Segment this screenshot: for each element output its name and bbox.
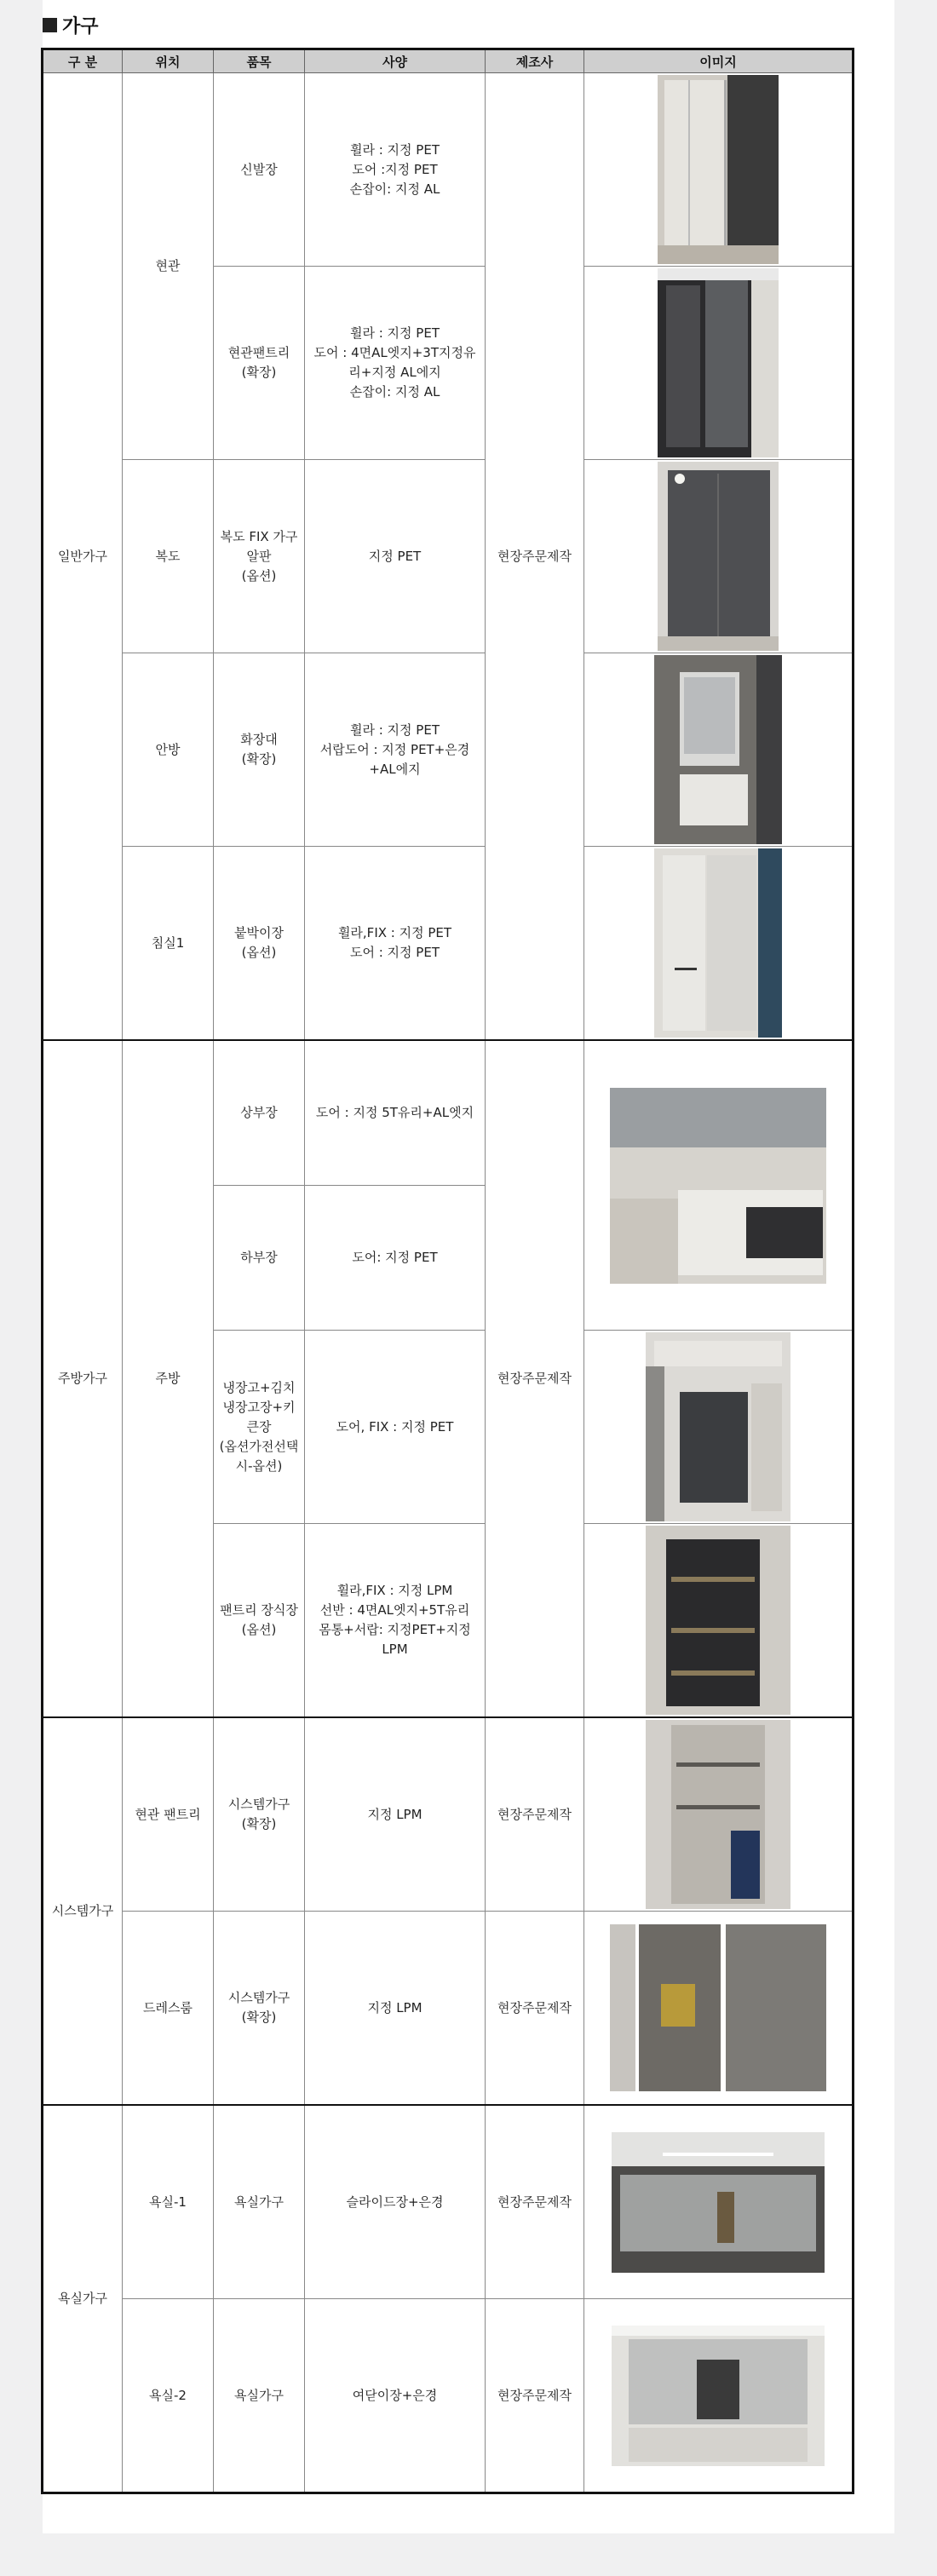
spec-lower-cabinet: 도어: 지정 PET [305, 1186, 486, 1331]
photo-kitchen-cabinets [584, 1040, 853, 1331]
location-bedroom1: 침실1 [123, 847, 214, 1041]
photo-fridge-cabinet [584, 1331, 853, 1524]
table-row [43, 460, 853, 653]
item-lower-cabinet: 하부장 [214, 1186, 305, 1331]
table-row [43, 2105, 853, 2299]
table-row [43, 653, 853, 847]
item-fridge-cabinet: 냉장고+김치 냉장고장+키 큰장 (옵션가전선택 시-옵션) [214, 1331, 305, 1524]
maker-system-2: 현장주문제작 [486, 1912, 584, 2106]
header-image: 이미지 [584, 50, 853, 73]
header-category: 구 분 [43, 50, 123, 73]
maker-system-1: 현장주문제작 [486, 1717, 584, 1912]
location-entrance: 현관 [123, 73, 214, 460]
group-general: 일반가구 [43, 73, 123, 1041]
table-row [43, 73, 853, 267]
spec-bath-furniture-2: 여닫이장+은경 [305, 2299, 486, 2493]
item-system-furniture-1: 시스템가구 (확장) [214, 1717, 305, 1912]
location-entrance-pantry: 현관 팬트리 [123, 1717, 214, 1912]
location-master: 안방 [123, 653, 214, 847]
location-bath2: 욕실-2 [123, 2299, 214, 2493]
table-row [43, 1040, 853, 1186]
photo-dressroom [584, 1912, 853, 2106]
maker-kitchen: 현장주문제작 [486, 1040, 584, 1717]
section-title: 가구 [62, 16, 99, 37]
photo-shoe-cabinet [584, 73, 853, 267]
item-system-furniture-2: 시스템가구 (확장) [214, 1912, 305, 2106]
spec-pantry-display: 휠라,FIX : 지정 LPM 선반 : 4면AL엣지+5T유리 몸통+서랍: 지정PET+지정 LPM [305, 1524, 486, 1718]
spec-builtin-closet: 휠라,FIX : 지정 PET 도어 : 지정 PET [305, 847, 486, 1041]
photo-bath1 [584, 2105, 853, 2299]
item-shoe-cabinet: 신발장 [214, 73, 305, 267]
header-maker: 제조사 [486, 50, 584, 73]
header-spec: 사양 [305, 50, 486, 73]
section-heading [43, 12, 99, 38]
maker-general: 현장주문제작 [486, 73, 584, 1041]
item-builtin-closet: 붙박이장 (옵션) [214, 847, 305, 1041]
photo-pantry-display [584, 1524, 853, 1718]
item-hall-fix: 복도 FIX 가구 알판 (옵션) [214, 460, 305, 653]
maker-bath-2: 현장주문제작 [486, 2299, 584, 2493]
item-vanity: 화장대 (확장) [214, 653, 305, 847]
furniture-spec-table [43, 49, 853, 2493]
group-kitchen: 주방가구 [43, 1040, 123, 1717]
item-upper-cabinet: 상부장 [214, 1040, 305, 1186]
photo-entrance-pantry [584, 267, 853, 460]
table-row [43, 1912, 853, 2106]
spec-shoe-cabinet: 휠라 : 지정 PET 도어 :지정 PET 손잡이: 지정 AL [305, 73, 486, 267]
item-entrance-pantry: 현관팬트리 (확장) [214, 267, 305, 460]
spec-fridge-cabinet: 도어, FIX : 지정 PET [305, 1331, 486, 1524]
spec-entrance-pantry: 휠라 : 지정 PET 도어 : 4면AL엣지+3T지정유 리+지정 AL에지 손잡이: 지정 AL [305, 267, 486, 460]
group-system: 시스템가구 [43, 1717, 123, 2105]
spec-upper-cabinet: 도어 : 지정 5T유리+AL엣지 [305, 1040, 486, 1186]
spec-bath-furniture-1: 슬라이드장+은경 [305, 2105, 486, 2299]
header-location: 위치 [123, 50, 214, 73]
spec-vanity: 휠라 : 지정 PET 서랍도어 : 지정 PET+은경 +AL에지 [305, 653, 486, 847]
group-bath: 욕실가구 [43, 2105, 123, 2493]
spec-system-furniture-2: 지정 LPM [305, 1912, 486, 2106]
photo-vanity [584, 653, 853, 847]
table-row [43, 2299, 853, 2493]
location-hall: 복도 [123, 460, 214, 653]
item-bath-furniture-2: 욕실가구 [214, 2299, 305, 2493]
header-item: 품목 [214, 50, 305, 73]
spec-system-furniture-1: 지정 LPM [305, 1717, 486, 1912]
table-row [43, 847, 853, 1041]
photo-builtin-closet [584, 847, 853, 1041]
heading-square-icon [43, 18, 57, 32]
maker-bath-1: 현장주문제작 [486, 2105, 584, 2299]
item-bath-furniture-1: 욕실가구 [214, 2105, 305, 2299]
item-pantry-display: 팬트리 장식장 (옵션) [214, 1524, 305, 1718]
photo-bath2 [584, 2299, 853, 2493]
table-header-row [43, 50, 853, 73]
photo-system-pantry [584, 1717, 853, 1912]
location-dressroom: 드레스룸 [123, 1912, 214, 2106]
spec-hall-fix: 지정 PET [305, 460, 486, 653]
table-row [43, 1717, 853, 1912]
location-bath1: 욕실-1 [123, 2105, 214, 2299]
photo-hall-fix [584, 460, 853, 653]
location-kitchen: 주방 [123, 1040, 214, 1717]
